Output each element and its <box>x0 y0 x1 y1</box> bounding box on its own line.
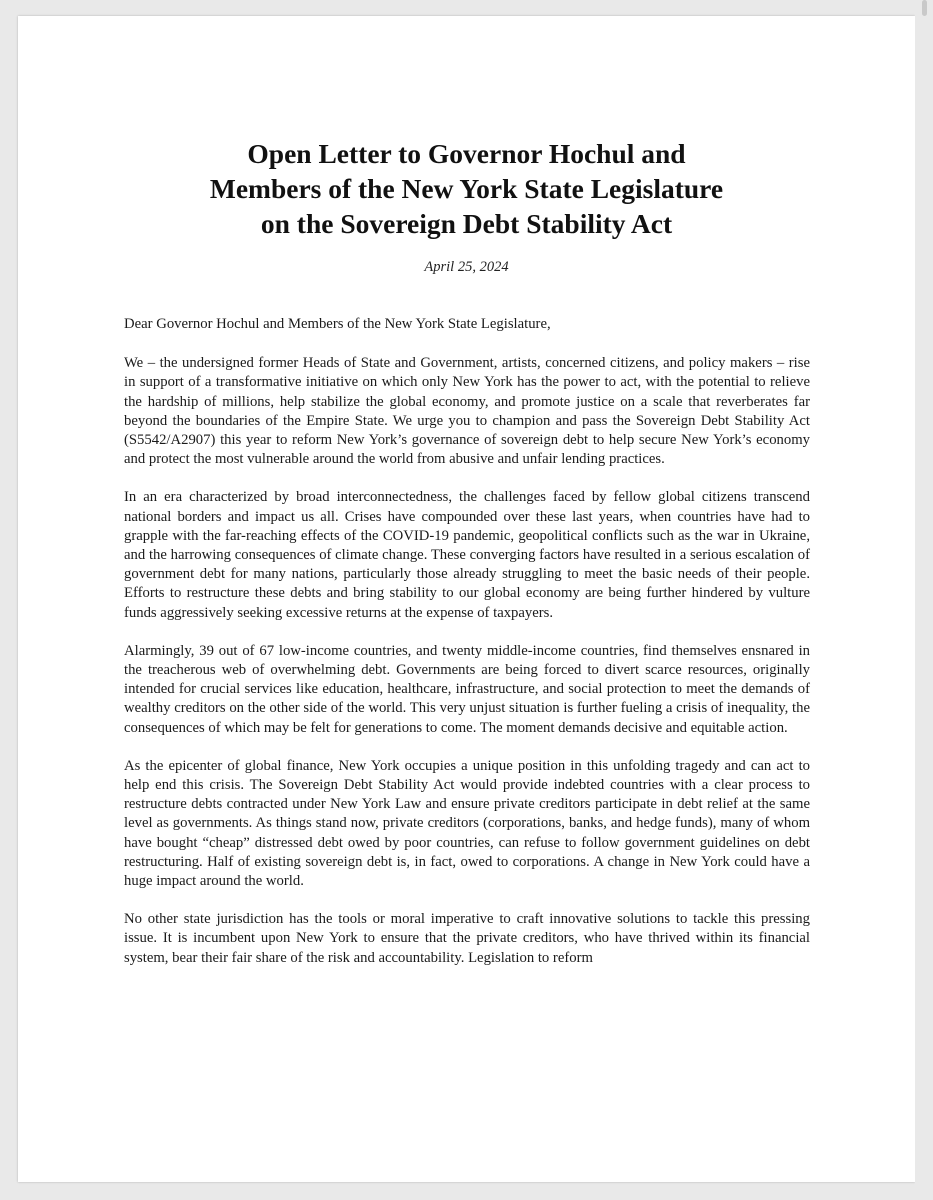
paragraph-2: In an era characterized by broad interconnectedness, the challenges faced by fellow global citizens transcend national borders and impact us all. Crises have compounded over these last years, when countries have had to grapple with the far-reaching effects of the COVID-19 pandemic, geopolitical conflicts such as the war in Ukraine, and the harrowing consequences of climate change. These converging factors have resulted in a serious escalation of government debt for many nations, particularly those already struggling to meet the basic needs of their people. Efforts to restructure these debts and bring stability to our global economy are being further hindered by vulture funds aggressively seeking excessive returns at the expense of taxpayers. <box>124 489 810 621</box>
letter-date: April 25, 2024 <box>424 259 509 275</box>
paragraph-5: No other state jurisdiction has the tools or moral imperative to craft innovative solutions to tackle this pressing issue. It is incumbent upon New York to ensure that the private creditors, who have thrived within its financial system, bear their fair share of the risk and accountability. Legislation to reform <box>124 911 810 966</box>
paragraph-4: As the epicenter of global finance, New York occupies a unique position in this unfolding tragedy and can act to help end this crisis. The Sovereign Debt Stability Act would provide indebted countries with a clear process to restructure debts contracted under New York Law and ensure private creditors participate in debt relief at the same level as governments. As things stand now, private creditors (corporations, banks, and hedge funds), many of whom have bought “cheap” distressed debt owed by poor countries, can refuse to follow government guidelines on debt restructuring. Half of existing sovereign debt is, in fact, owed to corporations. A change in New York could have a huge impact around the world. <box>124 757 810 890</box>
paragraph-3: Alarmingly, 39 out of 67 low-income countries, and twenty middle-income countries, find themselves ensnared in the treacherous web of overwhelming debt. Governments are being forced to divert scarce resources, originally intended for crucial services like education, healthcare, infrastructure, and social protection to meet the demands of wealthy creditors on the other side of the world. This very unjust situation is further fueling a crisis of inequality, the consequences of which may be felt for generations to come. The moment demands decisive and equitable action. <box>124 642 810 736</box>
title-line-2: Members of the New York State Legislature <box>209 173 724 204</box>
paragraph-1: We – the undersigned former Heads of State and Government, artists, concerned citizens, and policy makers – rise in support of a transformative initiative on which only New York has the power to act, with the potential to relieve the hardship of millions, help stabilize the global economy, and promote justice on a scale that reverberates far beyond the boundaries of the Empire State. We urge you to champion and pass the Sovereign Debt Stability Act (S5542/A2907) this year to reform New York’s governance of sovereign debt to help secure New York’s economy and protect the most vulnerable around the world from abusive and unfair lending practices. <box>124 355 810 468</box>
scrollbar-thumb[interactable] <box>922 0 927 16</box>
salutation: Dear Governor Hochul and Members of the New York State Legislature, <box>124 316 551 332</box>
scrollbar-track[interactable] <box>915 0 933 1200</box>
title-line-1: Open Letter to Governor Hochul and <box>247 138 686 169</box>
letter-title <box>18 136 915 241</box>
letter-body <box>124 315 810 987</box>
document-page <box>18 16 915 1182</box>
title-line-3: on the Sovereign Debt Stability Act <box>260 208 673 239</box>
